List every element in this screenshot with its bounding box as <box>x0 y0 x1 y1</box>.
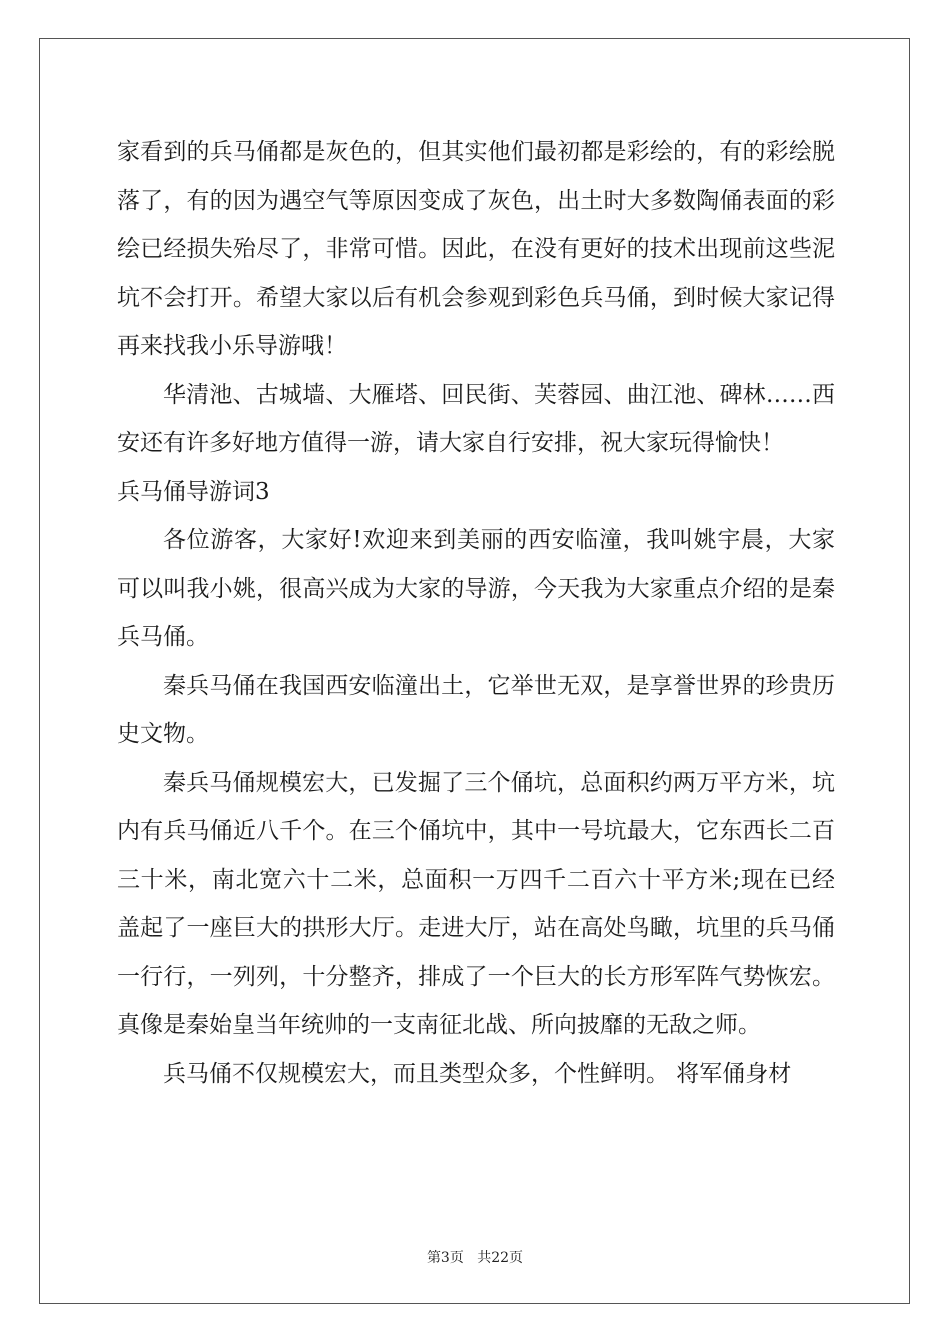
paragraph-origin: 秦兵马俑在我国西安临潼出土，它举世无双，是享誉世界的珍贵历史文物。 <box>117 672 835 747</box>
document-body <box>117 128 835 1098</box>
paragraph-scale: 秦兵马俑规模宏大，已发掘了三个俑坑，总面积约两万平方米，坑内有兵马俑近八千个。在三个俑坑中，其中一号坑最大，它东西长二百三十米，南北宽六十二米，总面积一万四千二百六十平方米;现在已经盖起了一座巨大的拱形大厅。走进大厅，站在高处鸟瞰，坑里的兵马俑一行行，一列列，十分整齐，排成了一个巨大的长方形军阵气势恢宏。真像是秦始皇当年统帅的一支南征北战、所向披靡的无敌之师。 <box>117 769 835 1038</box>
page-number: 第3页 <box>426 1250 464 1266</box>
page-footer <box>0 1247 950 1267</box>
paragraph-attractions: 华清池、古城墙、大雁塔、回民街、芙蓉园、曲江池、碑林……西安还有许多好地方值得一游，请大家自行安排，祝大家玩得愉快！ <box>117 381 835 456</box>
paragraph-continuation: 家看到的兵马俑都是灰色的，但其实他们最初都是彩绘的，有的彩绘脱落了，有的因为遇空气等原因变成了灰色，出土时大多数陶俑表面的彩绘已经损失殆尽了，非常可惜。因此，在没有更好的技术出现前这些泥坑不会打开。希望大家以后有机会参观到彩色兵马俑，到时候大家记得再来找我小乐导游哦！ <box>117 139 835 359</box>
paragraph-types: 兵马俑不仅规模宏大，而且类型众多，个性鲜明。 将军俑身材 <box>163 1060 792 1087</box>
page-total: 共22页 <box>477 1250 524 1266</box>
paragraph-greeting: 各位游客，大家好!欢迎来到美丽的西安临潼，我叫姚宇晨，大家可以叫我小姚，很高兴成为大家的导游，今天我为大家重点介绍的是秦兵马俑。 <box>117 527 835 650</box>
section-heading: 兵马俑导游词3 <box>117 478 270 505</box>
